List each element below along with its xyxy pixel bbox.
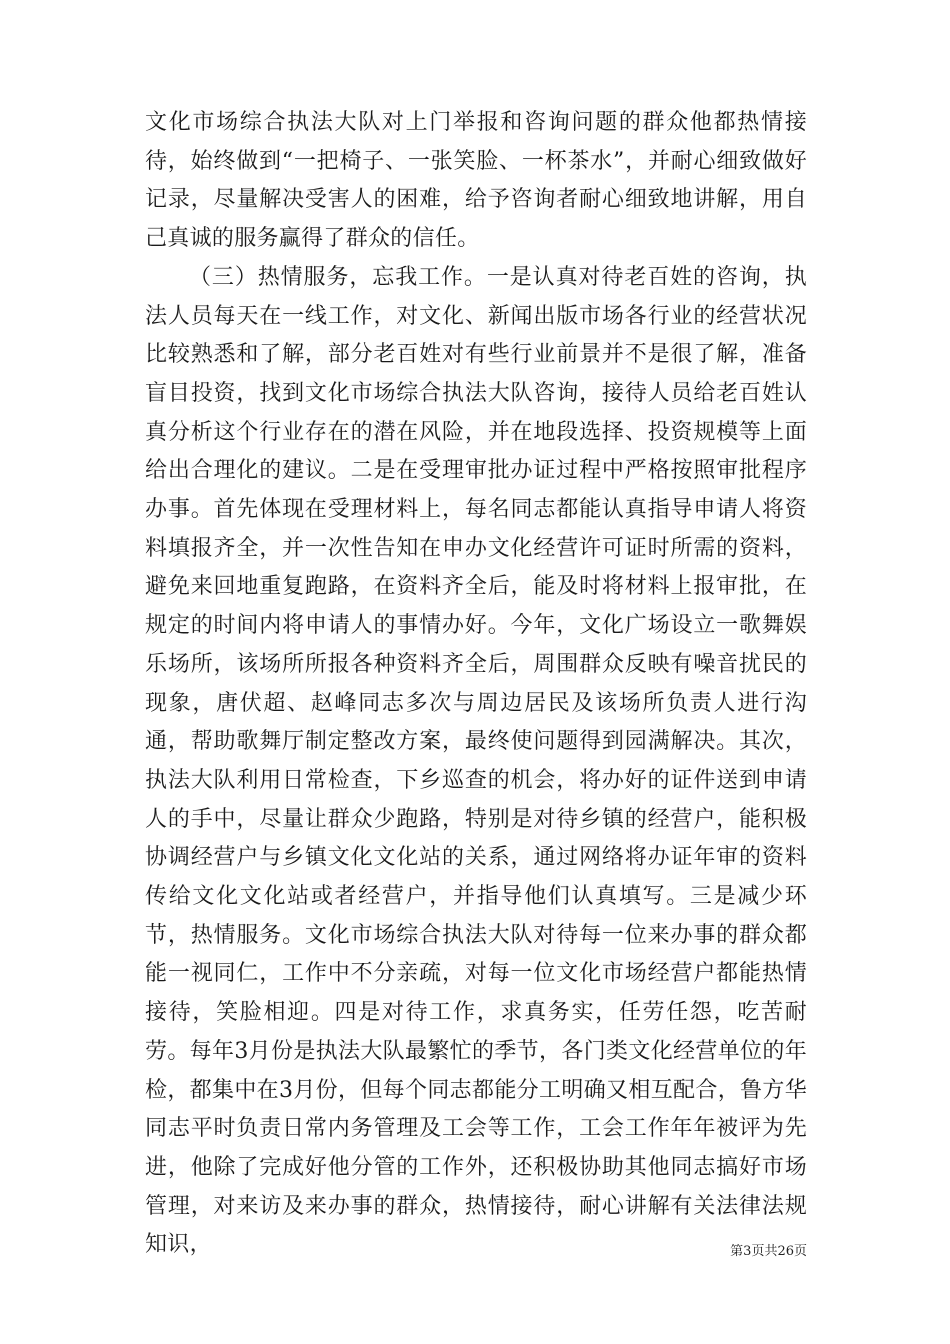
document-body [145, 104, 807, 1265]
paragraph-continuation: 文化市场综合执法大队对上门举报和咨询问题的群众他都热情接待，始终做到“一把椅子、一张笑脸、一杯茶水”，并耐心细致做好记录，尽量解决受害人的困难，给予咨询者耐心细致地讲解，用自己真诚的服务赢得了群众的信任。 [145, 110, 807, 252]
page-number-footer: 第3页共26页 [730, 1244, 807, 1259]
paragraph-section-three: （三）热情服务，忘我工作。一是认真对待老百姓的咨询，执法人员每天在一线工作，对文化、新闻出版市场各行业的经营状况比较熟悉和了解，部分老百姓对有些行业前景并不是很了解，准备盲目投资，找到文化市场综合执法大队咨询，接待人员给老百姓认真分析这个行业存在的潜在风险，并在地段选择、投资规模等上面给出合理化的建议。二是在受理审批办证过程中严格按照审批程序办事。首先体现在受理材料上，每名同志都能认真指导申请人将资料填报齐全，并一次性告知在申办文化经营许可证时所需的资料，避免来回地重复跑路，在资料齐全后，能及时将材料上报审批，在规定的时间内将申请人的事情办好。今年，文化广场设立一歌舞娱乐场所，该场所所报各种资料齐全后，周围群众反映有噪音扰民的现象，唐伏超、赵峰同志多次与周边居民及该场所负责人进行沟通，帮助歌舞厅制定整改方案，最终使问题得到园满解决。其次，执法大队利用日常检查，下乡巡查的机会，将办好的证件送到申请人的手中，尽量让群众少跑路，特别是对待乡镇的经营户，能积极协调经营户与乡镇文化文化站的关系，通过网络将办证年审的资料传给文化文化站或者经营户，并指导他们认真填写。三是减少环节，热情服务。文化市场综合执法大队对待每一位来办事的群众都能一视同仁，工作中不分亲疏，对每一位文化市场经营户都能热情接待，笑脸相迎。四是对待工作，求真务实，任劳任怨，吃苦耐劳。每年3月份是执法大队最繁忙的季节，各门类文化经营单位的年检，都集中在3月份，但每个同志都能分工明确又相互配合，鲁方华同志平时负责日常内务管理及工会等工作，工会工作年年被评为先进，他除了完成好他分管的工作外，还积极协助其他同志搞好市场管理，对来访及来办事的群众，热情接待，耐心讲解有关法律法规知识， [145, 264, 807, 1258]
